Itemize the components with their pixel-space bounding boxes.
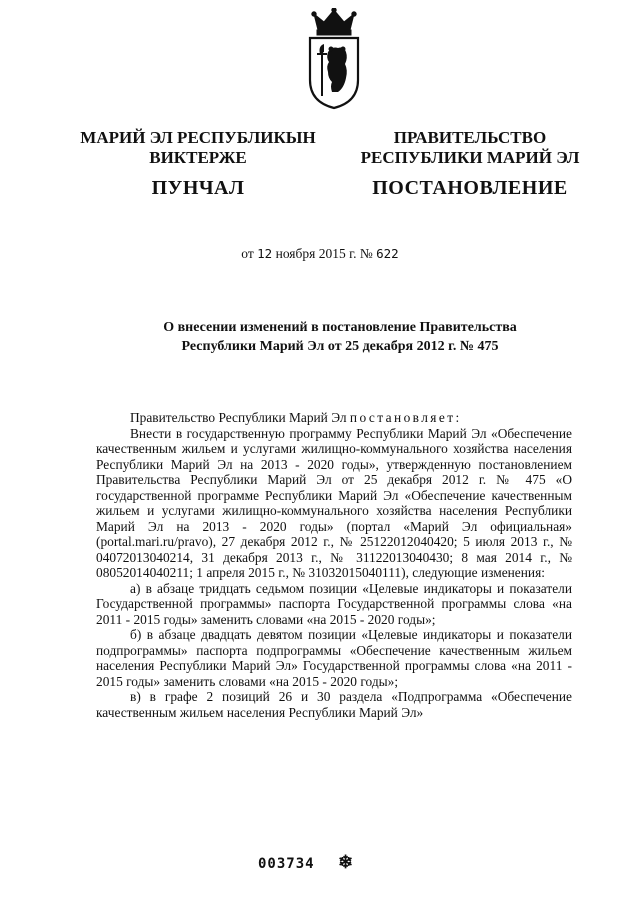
- paragraph-c: в) в графе 2 позиций 26 и 30 раздела «Подпрограмма «Обеспечение качественным жильем населения Республики Марий Эл»: [96, 689, 572, 720]
- date-month-year: ноября 2015 г. №: [275, 246, 373, 261]
- document-body: [96, 410, 572, 720]
- header-left-line1: МАРИЙ ЭЛ РЕСПУБЛИКЫН: [80, 128, 316, 147]
- paragraph-b: б) в абзаце двадцать девятом позиции «Целевые индикаторы и показатели подпрограммы» паспорта подпрограммы «Обеспечение качественным жильем населения Республики Марий Эл» Государственной программы слова «на 2011 - 2015 годы» заменить словами «на 2015 - 2020 годы»;: [96, 627, 572, 689]
- header-right-line2: РЕСПУБЛИКИ МАРИЙ ЭЛ: [360, 148, 580, 167]
- serial-number: 003734: [258, 856, 315, 872]
- date-day: 12: [257, 246, 273, 261]
- document-date-line: [0, 246, 640, 262]
- crown-icon: [312, 8, 356, 35]
- date-prefix: от: [241, 246, 254, 261]
- header-right-line1: ПРАВИТЕЛЬСТВО: [393, 128, 547, 147]
- paragraph-1: Внести в государственную программу Республики Марий Эл «Обеспечение качественным жильем и услугами жилищно-коммунального хозяйства населения Республики Марий Эл на 2013 - 2020 годы», утвержденную постановлением Правительства Республики Марий Эл от 25 декабря 2012 г. № 475 «О государственной программе Республики Марий Эл «Обеспечение качественным жильем и услугами жилищно-коммунального хозяйства населения Республики Марий Эл на 2013 - 2020 годы» (портал «Марий Эл официальная» (portal.mari.ru/pravo), 27 декабря 2012 г., № 25122012040420; 5 июля 2013 г., № 04072013040214, 31 декабря 2013 г., № 31122013040430; 8 мая 2014 г., № 08052014040211; 1 апреля 2015 г., № 31032015040111), следующие изменения:: [96, 425, 572, 580]
- snowflake-mark-icon: ❄: [338, 852, 354, 872]
- header-right-block: [352, 128, 588, 198]
- intro-verb: постановляет:: [349, 410, 462, 425]
- header-right-doc-type: ПОСТАНОВЛЕНИЕ: [372, 177, 568, 199]
- title-line2: Республики Марий Эл от 25 декабря 2012 г. № 475: [181, 339, 499, 354]
- header-left-block: [78, 128, 318, 198]
- document-title: [100, 318, 580, 356]
- coat-of-arms-emblem: [298, 8, 370, 110]
- document-number: 622: [376, 246, 399, 261]
- intro-subject: Правительство Республики Марий Эл: [130, 410, 347, 425]
- title-line1: О внесении изменений в постановление Правительства: [163, 320, 517, 335]
- paragraph-a: а) в абзаце тридцать седьмом позиции «Целевые индикаторы и показатели Государственной программы» паспорта Государственной программы слова «на 2011 - 2015 годы» заменить словами «на 2015 - 2020 годы»;: [96, 580, 572, 627]
- intro-paragraph: [96, 410, 572, 426]
- header-left-line2: ВИКТЕРЖЕ: [149, 148, 247, 167]
- header-left-doc-type: ПУНЧАЛ: [151, 177, 245, 199]
